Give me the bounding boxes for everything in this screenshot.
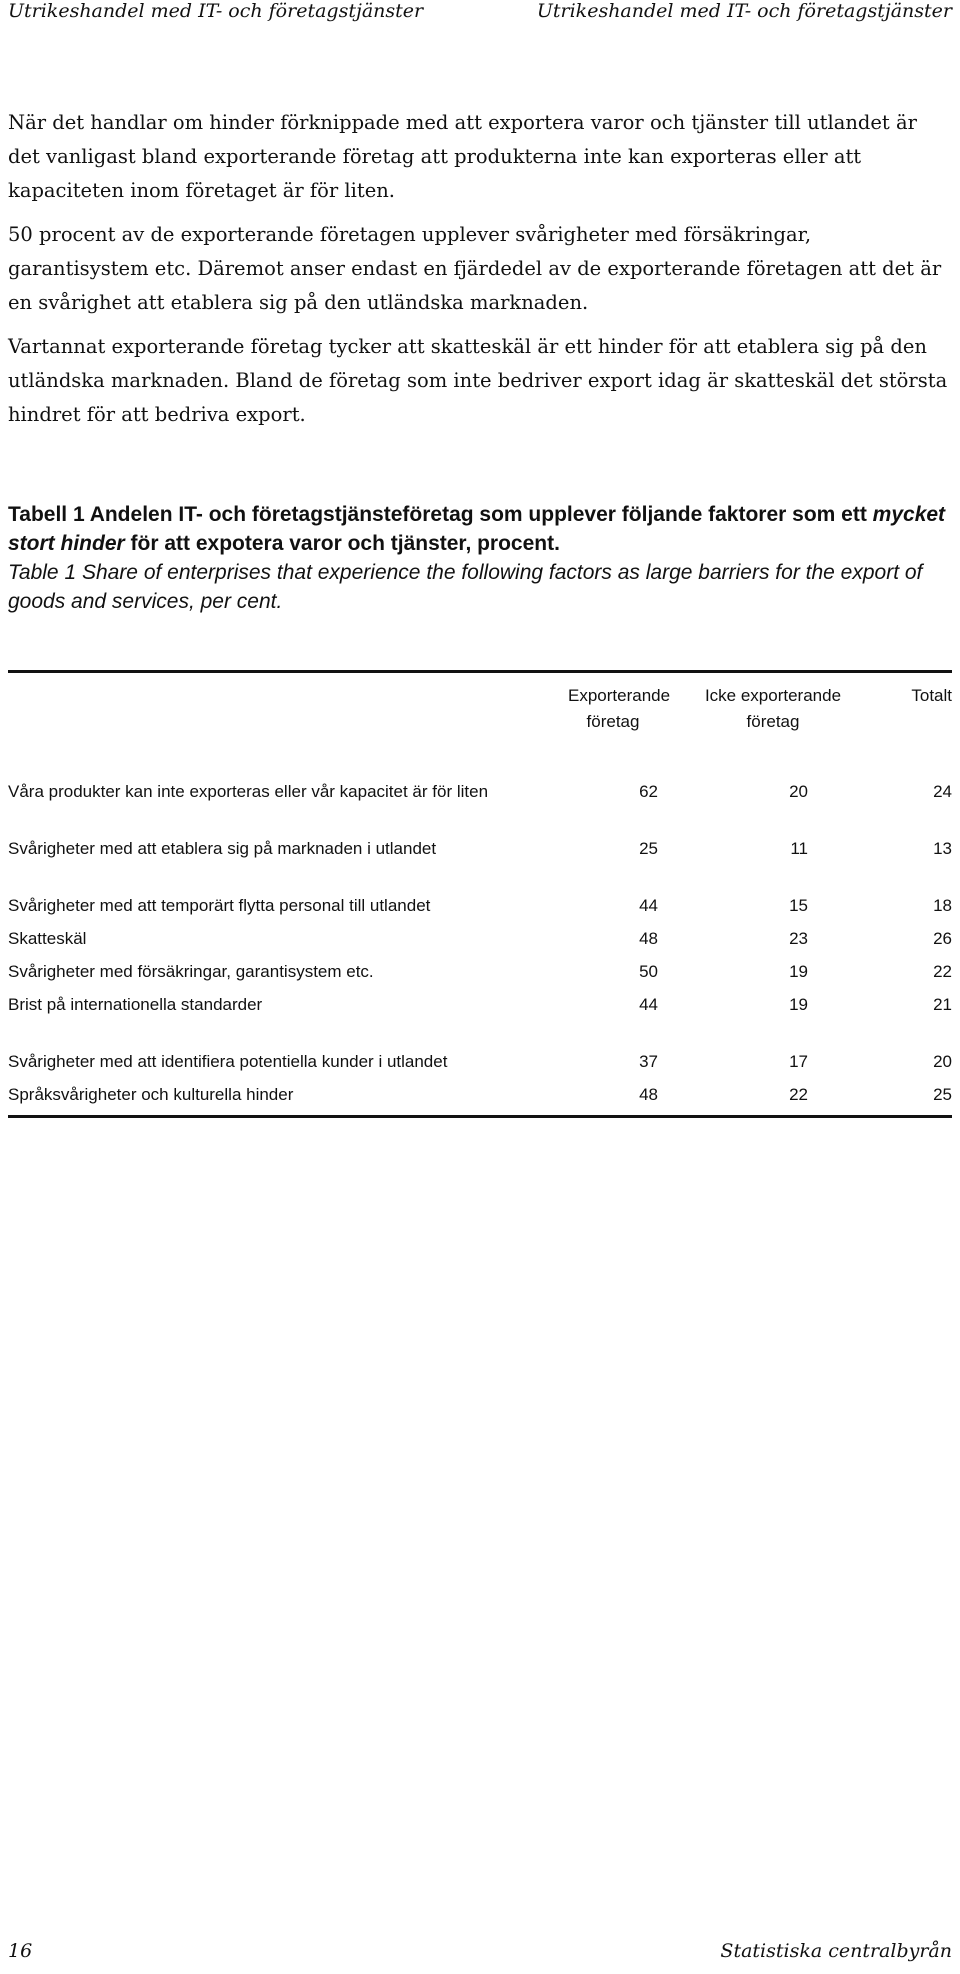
header-exporting: Exporterande företag — [568, 686, 671, 731]
cell-exporting: 48 — [639, 929, 658, 948]
paragraph: 50 procent av de exporterande företagen upplever svårigheter med försäkringar, garantisystem etc. Däremot anser endast en fjärdedel av de exporterande företagen att det är en svårighet att etablera sig på den utländska marknaden. — [8, 223, 942, 314]
page-number: 16 — [8, 1940, 33, 1962]
cell-total: 24 — [933, 782, 952, 801]
row-label: Brist på internationella standarder — [8, 995, 263, 1014]
table-header — [8, 673, 952, 747]
cell-total: 13 — [933, 839, 952, 858]
cell-non-exporting: 23 — [789, 929, 808, 948]
cell-exporting: 62 — [639, 782, 658, 801]
table-row — [8, 951, 952, 984]
cell-total: 26 — [933, 929, 952, 948]
table-caption — [8, 500, 952, 616]
table-row — [8, 862, 952, 918]
caption-sv-emphasis: mycket stort hinder — [8, 503, 946, 555]
row-label: Svårigheter med att identifiera potentiella kunder i utlandet — [8, 1052, 448, 1071]
cell-exporting: 44 — [639, 896, 658, 915]
running-header — [8, 0, 952, 30]
cell-non-exporting: 20 — [789, 782, 808, 801]
cell-total: 25 — [933, 1085, 952, 1104]
row-label: Språksvårigheter och kulturella hinder — [8, 1085, 294, 1104]
cell-total: 22 — [933, 962, 952, 981]
cell-exporting: 25 — [639, 839, 658, 858]
header-non-exporting: Icke exporterande företag — [704, 686, 842, 731]
cell-non-exporting: 22 — [789, 1085, 808, 1104]
caption-sv-before: Tabell 1 Andelen IT- och företagstjänsteföretag som upplever följande faktorer som ett — [8, 503, 873, 526]
cell-exporting: 44 — [639, 995, 658, 1014]
running-header-right: Utrikeshandel med IT- och företagstjänster — [536, 0, 952, 22]
table-row — [8, 805, 952, 861]
cell-total: 21 — [933, 995, 952, 1014]
table-bottom-rule — [8, 1115, 952, 1118]
caption-sv-after: för att expotera varor och tjänster, procent. — [124, 532, 560, 555]
caption-swedish — [8, 500, 952, 558]
publisher-name: Statistiska centralbyrån — [720, 1940, 952, 1962]
running-header-left: Utrikeshandel med IT- och företagstjänster — [8, 0, 424, 22]
cell-total: 18 — [933, 896, 952, 915]
data-table — [8, 670, 952, 1118]
caption-english: Table 1 Share of enterprises that experience the following factors as large barriers for the export of goods and services, per cent. — [8, 561, 923, 613]
paragraph: När det handlar om hinder förknippade med att exportera varor och tjänster till utlandet är det vanligast bland exporterande företag att produkterna inte kan exporteras eller att kapaciteten inom företaget är för liten. — [8, 111, 917, 202]
table-row — [8, 918, 952, 951]
cell-non-exporting: 19 — [789, 995, 808, 1014]
row-label: Svårigheter med försäkringar, garantisystem etc. — [8, 962, 374, 981]
table-body — [8, 748, 952, 1107]
header-spacer — [8, 683, 568, 747]
cell-non-exporting: 15 — [789, 896, 808, 915]
cell-exporting: 50 — [639, 962, 658, 981]
table-row — [8, 748, 952, 804]
cell-exporting: 37 — [639, 1052, 658, 1071]
row-label: Svårigheter med att temporärt flytta personal till utlandet — [8, 896, 431, 915]
cell-exporting: 48 — [639, 1085, 658, 1104]
cell-non-exporting: 19 — [789, 962, 808, 981]
table-row — [8, 1018, 952, 1074]
table-row — [8, 1074, 952, 1107]
header-total: Totalt — [911, 686, 952, 705]
body-text — [8, 106, 952, 442]
cell-non-exporting: 17 — [789, 1052, 808, 1071]
cell-non-exporting: 11 — [790, 839, 808, 858]
row-label: Våra produkter kan inte exporteras eller vår kapacitet är för liten — [8, 782, 489, 801]
paragraph: Vartannat exporterande företag tycker att skatteskäl är ett hinder för att etablera sig på den utländska marknaden. Bland de företag som inte bedriver export idag är skatteskäl det största hindret för att bedriva export. — [8, 335, 948, 426]
cell-total: 20 — [933, 1052, 952, 1071]
page-footer — [8, 1940, 952, 1962]
row-label: Svårigheter med att etablera sig på marknaden i utlandet — [8, 839, 437, 858]
row-label: Skatteskäl — [8, 929, 87, 948]
table-row — [8, 984, 952, 1017]
